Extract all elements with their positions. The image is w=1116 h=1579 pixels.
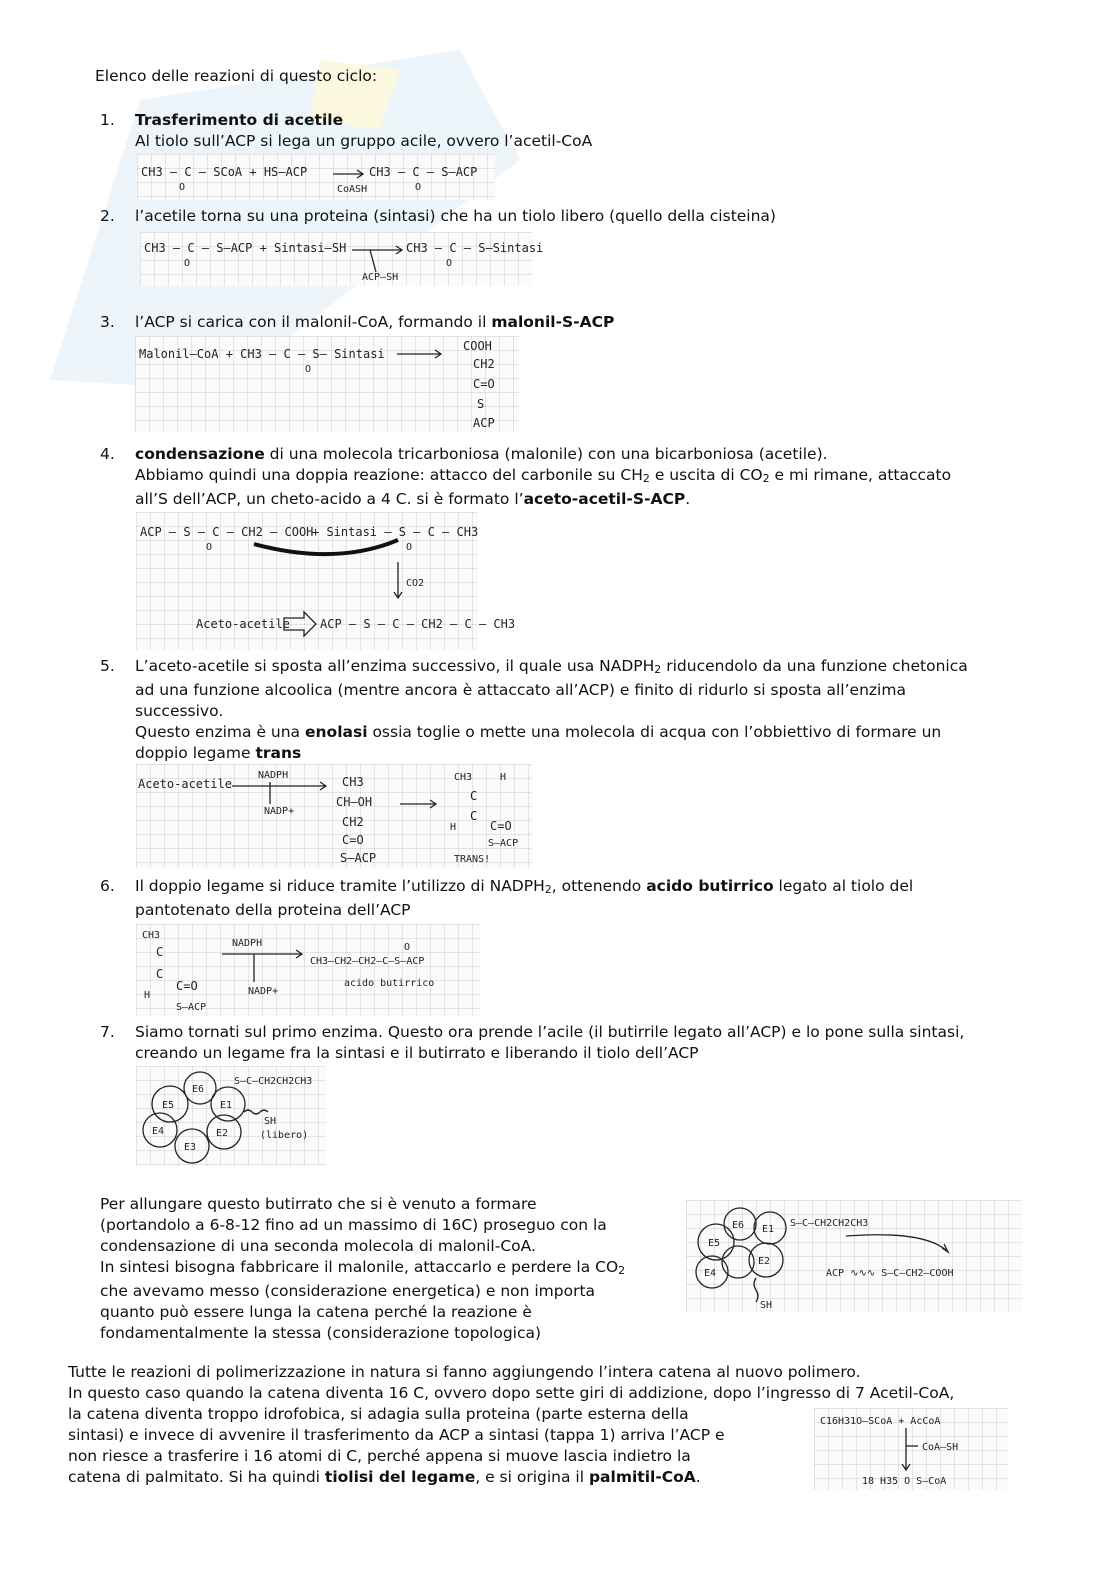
sketch-text: S–ACP xyxy=(176,1002,207,1013)
sketch-text: CH3 xyxy=(142,930,161,941)
palmitil-sketch xyxy=(814,1408,1008,1490)
sketch-text: S–ACP xyxy=(340,851,377,865)
sketch-text: H xyxy=(500,772,507,783)
reaction-sketch-2 xyxy=(140,232,544,286)
paragraph-line: condensazione di una seconda molecola di malonil-CoA. xyxy=(100,1237,536,1255)
step-7 xyxy=(135,1022,1055,1064)
sketch-text: CH2 xyxy=(473,357,495,371)
sketch-text: NADP+ xyxy=(264,806,295,817)
sketch-text: S–C–CH2CH2CH3 xyxy=(790,1218,869,1229)
sketch-text: Aceto-acetile xyxy=(196,617,290,631)
step-number: 1. xyxy=(100,111,115,129)
reaction-sketch-5 xyxy=(136,764,532,868)
sketch-text: C16H31O–SCoA + AcCoA xyxy=(820,1416,941,1427)
extension-paragraph xyxy=(100,1194,680,1344)
subscript: 2 xyxy=(618,1264,626,1277)
reaction-sketch-1 xyxy=(137,154,495,200)
paragraph-bold: tiolisi del legame xyxy=(324,1468,476,1486)
step-text: Al tiolo sull’ACP si lega un gruppo acile, ovvero l’acetil-CoA xyxy=(135,132,593,150)
sketch-text: CH3 – C – S–ACP + Sintasi–SH xyxy=(144,241,347,255)
paragraph-line: Tutte le reazioni di polimerizzazione in natura si fanno aggiungendo l’intera catena al nuovo polimero. xyxy=(68,1363,861,1381)
paragraph-bold: palmitil-CoA xyxy=(588,1468,696,1486)
step-title: Trasferimento di acetile xyxy=(135,111,344,129)
sketch-text: C xyxy=(156,967,164,981)
sketch-text: acido butirrico xyxy=(344,978,435,989)
step-number: 2. xyxy=(100,207,115,225)
step-text: e uscita di CO xyxy=(649,466,763,484)
step-text: all’S dell’ACP, un cheto-acido a 4 C. si è formato l’ xyxy=(135,490,524,508)
sketch-text: TRANS! xyxy=(454,854,491,865)
sketch-text: H xyxy=(450,822,457,833)
sketch-text: E5 xyxy=(162,1100,175,1111)
paragraph-line: In sintesi bisogna fabbricare il malonile, attaccarlo e perdere la CO xyxy=(100,1258,619,1276)
paragraph-line: catena di palmitato. Si ha quindi xyxy=(68,1468,325,1486)
sketch-text: CH2 xyxy=(342,815,364,829)
sketch-text: ACP – S – C – CH2 – COOH xyxy=(140,525,314,539)
reaction-sketch-3 xyxy=(135,336,519,432)
sketch-text: C=O xyxy=(473,377,495,391)
sketch-text: E6 xyxy=(192,1084,205,1095)
subscript: 2 xyxy=(544,883,552,896)
sketch-text: O xyxy=(179,182,186,193)
step-text: , ottenendo xyxy=(551,877,647,895)
sketch-text: CH3–CH2–CH2–C–S–ACP xyxy=(310,956,425,967)
paragraph-line: fondamentalmente la stessa (considerazione topologica) xyxy=(100,1324,542,1342)
sketch-text: C=O xyxy=(342,833,364,847)
intro-line: Elenco delle reazioni di questo ciclo: xyxy=(95,67,378,85)
paragraph-line: che avevamo messo (considerazione energetica) e non importa xyxy=(100,1282,596,1300)
step-bold: enolasi xyxy=(305,723,368,741)
sketch-text: E5 xyxy=(708,1238,721,1249)
step-6 xyxy=(135,876,1055,921)
step-bold: malonil-S-ACP xyxy=(491,313,615,331)
step-text: l’ACP si carica con il malonil-CoA, formando il xyxy=(135,313,492,331)
sketch-text: ACP – S – C – CH2 – C – CH3 xyxy=(320,617,516,631)
sketch-text: E1 xyxy=(220,1100,233,1111)
step-text: ossia toglie o mette una molecola di acqua con l’obbiettivo di formare un xyxy=(367,723,942,741)
paragraph-line: sintasi) e invece di avvenire il trasferimento da ACP a sintasi (tappa 1) arriva l’ACP e xyxy=(68,1426,725,1444)
sketch-text: CH3 – C – SCoA + HS–ACP xyxy=(141,165,308,179)
step-number: 7. xyxy=(100,1023,115,1041)
step-text: . xyxy=(685,490,691,508)
sketch-text: 18 H35 O S–CoA xyxy=(862,1476,947,1487)
sketch-text: CoASH xyxy=(337,184,368,195)
sketch-text: H xyxy=(144,990,151,1001)
sketch-text: CH3 – C – S–ACP xyxy=(369,165,478,179)
step-bold: acido butirrico xyxy=(646,877,774,895)
sketch-text: NADP+ xyxy=(248,986,279,997)
step-2: l’acetile torna su una proteina (sintasi) che ha un tiolo libero (quello della cisteina) xyxy=(135,207,776,225)
step-text: legato al tiolo del xyxy=(773,877,914,895)
step-text: e mi rimane, attaccato xyxy=(769,466,952,484)
step-4 xyxy=(135,444,1055,510)
sketch-text: CH3 xyxy=(342,775,364,789)
reaction-sketch-4 xyxy=(136,512,516,650)
sketch-text: O xyxy=(184,258,191,269)
sketch-text: CH–OH xyxy=(336,795,373,809)
subscript: 2 xyxy=(654,663,662,676)
step-text: ad una funzione alcoolica (mentre ancora è attaccato all’ACP) e finito di ridurlo si sposta all’enzima xyxy=(135,681,906,699)
paragraph-line: , e si origina il xyxy=(475,1468,589,1486)
sketch-text: E3 xyxy=(184,1142,197,1153)
step-text: pantotenato della proteina dell’ACP xyxy=(135,901,411,919)
sketch-text: O xyxy=(305,364,312,375)
subscript: 2 xyxy=(642,472,650,485)
paragraph-line: Per allungare questo butirrato che si è venuto a formare xyxy=(100,1195,537,1213)
sketch-text: + Sintasi – S – C – CH3 xyxy=(312,525,479,539)
step-1 xyxy=(135,110,1055,152)
step-text: Questo enzima è una xyxy=(135,723,305,741)
sketch-text: Aceto-acetile xyxy=(138,777,232,791)
reaction-sketch-6 xyxy=(136,924,480,1016)
step-text: creando un legame fra la sintasi e il butirrato e liberando il tiolo dell’ACP xyxy=(135,1044,699,1062)
paragraph-line: (portandolo a 6-8-12 fino ad un massimo di 16C) proseguo con la xyxy=(100,1216,607,1234)
step-text: Il doppio legame si riduce tramite l’utilizzo di NADPH xyxy=(135,877,545,895)
step-text: L’aceto-acetile si sposta all’enzima successivo, il quale usa NADPH xyxy=(135,657,655,675)
step-number: 6. xyxy=(100,877,115,895)
sketch-text: SH xyxy=(264,1116,277,1127)
paragraph-line: In questo caso quando la catena diventa 16 C, ovvero dopo sette giri di addizione, dopo l’ingresso di 7 Acetil-CoA, xyxy=(68,1384,955,1402)
step-text: di una molecola tricarboniosa (malonile) con una bicarboniosa (acetile). xyxy=(264,445,828,463)
sketch-text: NADPH xyxy=(258,770,289,781)
sketch-text: COOH xyxy=(463,339,492,353)
step-number: 4. xyxy=(100,445,115,463)
paragraph-line: non riesce a trasferire i 16 atomi di C, perché appena si muove lascia indietro la xyxy=(68,1447,691,1465)
sketch-text: CH3 – C – S–Sintasi xyxy=(406,241,544,255)
sketch-text: Malonil–CoA + CH3 – C – S– Sintasi xyxy=(139,347,385,361)
sketch-text: NADPH xyxy=(232,938,263,949)
sketch-text: O xyxy=(406,542,413,553)
sketch-text: SH xyxy=(760,1300,773,1311)
sketch-text: C=O xyxy=(490,819,512,833)
paragraph-line: la catena diventa troppo idrofobica, si adagia sulla proteina (parte esterna della xyxy=(68,1405,689,1423)
sketch-text: ACP xyxy=(473,416,495,430)
step-bold: aceto-acetil-S-ACP xyxy=(523,490,686,508)
sketch-text: ACP–SH xyxy=(362,272,399,283)
sketch-text: O xyxy=(404,942,411,953)
step-text: Abbiamo quindi una doppia reazione: attacco del carbonile su CH xyxy=(135,466,643,484)
sketch-text: O xyxy=(415,182,422,193)
step-text: doppio legame xyxy=(135,744,256,762)
sketch-text: S–C–CH2CH2CH3 xyxy=(234,1076,313,1087)
step-bold: condensazione xyxy=(135,445,265,463)
sketch-text: S–ACP xyxy=(488,838,519,849)
step-text: riducendolo da una funzione chetonica xyxy=(661,657,968,675)
enzyme-complex-sketch xyxy=(136,1066,326,1166)
sketch-text: E1 xyxy=(762,1224,775,1235)
sketch-text: O xyxy=(206,542,213,553)
paragraph-line: quanto può essere lunga la catena perché la reazione è xyxy=(100,1303,532,1321)
step-number: 5. xyxy=(100,657,115,675)
sketch-text: E6 xyxy=(732,1220,745,1231)
step-3 xyxy=(135,312,1055,333)
sketch-text: C=O xyxy=(176,979,198,993)
sketch-text: S xyxy=(477,397,485,411)
subscript: 2 xyxy=(762,472,770,485)
sketch-text: E4 xyxy=(152,1126,165,1137)
sketch-text: CO2 xyxy=(406,578,425,589)
sketch-text: E2 xyxy=(758,1256,771,1267)
sketch-text: O xyxy=(446,258,453,269)
step-number: 3. xyxy=(100,313,115,331)
step-text: successivo. xyxy=(135,702,224,720)
step-bold: trans xyxy=(255,744,302,762)
elongation-sketch xyxy=(686,1200,1022,1312)
step-text: Siamo tornati sul primo enzima. Questo ora prende l’acile (il butirrile legato all’ACP) e lo pone sulla sintasi, xyxy=(135,1023,965,1041)
paragraph-line: . xyxy=(695,1468,701,1486)
sketch-text: (libero) xyxy=(260,1130,309,1141)
sketch-text: E4 xyxy=(704,1268,717,1279)
sketch-text: E2 xyxy=(216,1128,229,1139)
sketch-text: C xyxy=(156,945,164,959)
step-5 xyxy=(135,656,1055,764)
sketch-text: C xyxy=(470,789,478,803)
sketch-text: C xyxy=(470,809,478,823)
sketch-text: CH3 xyxy=(454,772,473,783)
sketch-text: ACP ∿∿∿ S–C–CH2–COOH xyxy=(826,1268,954,1279)
sketch-text: CoA–SH xyxy=(922,1442,959,1453)
